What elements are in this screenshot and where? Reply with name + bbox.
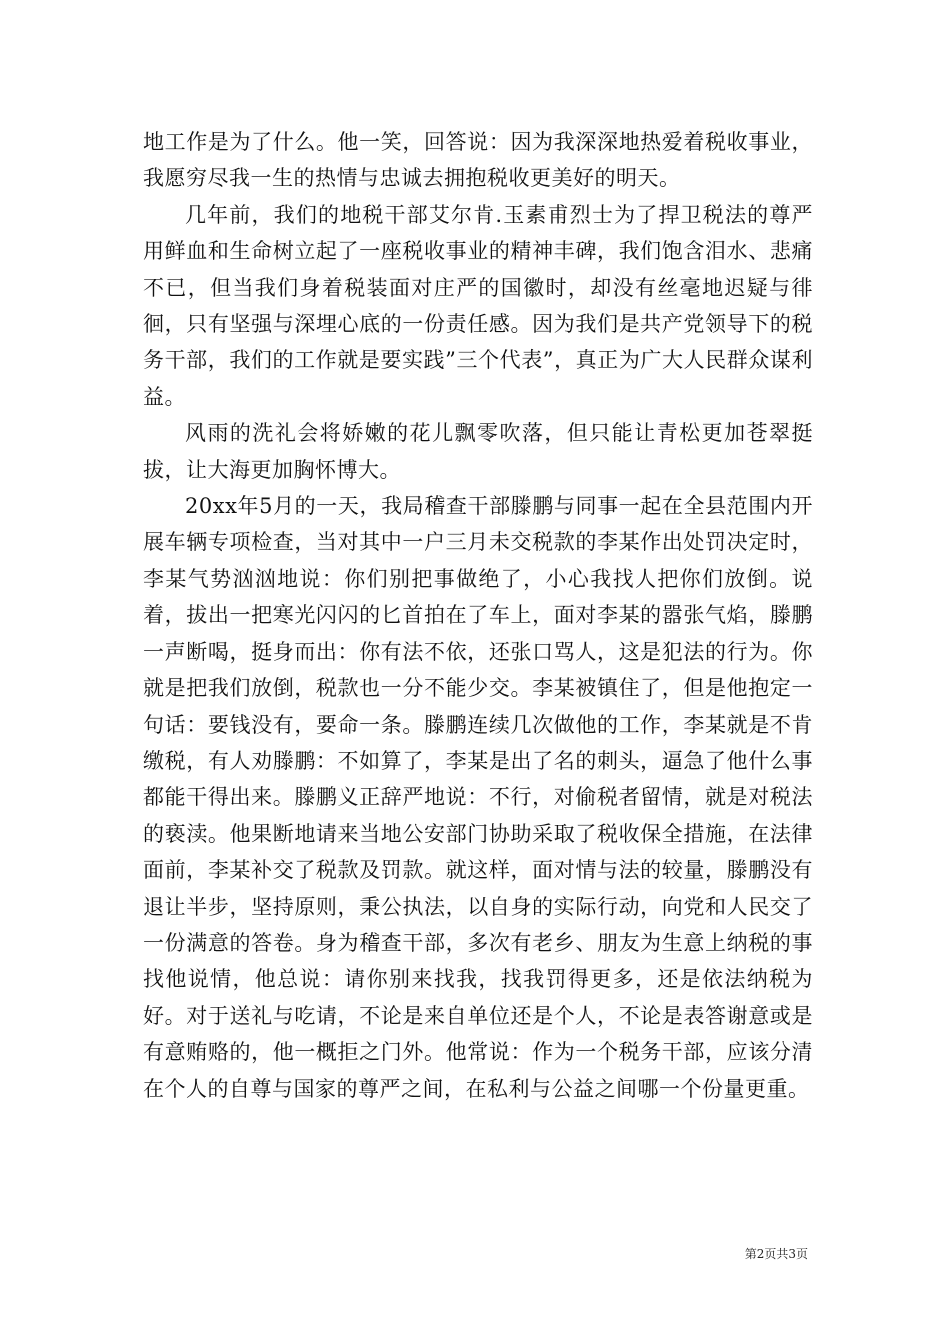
document-body: [143, 124, 813, 1107]
page-number-footer: 第2页共3页: [744, 1247, 808, 1261]
paragraph-2: 几年前，我们的地税干部艾尔肯.玉素甫烈士为了捍卫税法的尊严用鲜血和生命树立起了一座税收事业的精神丰碑，我们饱含泪水、悲痛不已，但当我们身着税装面对庄严的国徽时，却没有丝毫地迟疑与徘徊，只有坚强与深埋心底的一份责任感。因为我们是共产党领导下的税务干部，我们的工作就是要实践”三个代表”，真正为广大人民群众谋利益。: [143, 202, 813, 409]
paragraph-4: 20xx年5月的一天，我局稽查干部滕鹏与同事一起在全县范围内开展车辆专项检查，当对其中一户三月未交税款的李某作出处罚决定时，李某气势汹汹地说：你们别把事做绝了，小心我找人把你们放倒。说着，拔出一把寒光闪闪的匕首拍在了车上，面对李某的嚣张气焰，滕鹏一声断喝，挺身而出：你有法不依，还张口骂人，这是犯法的行为。你就是把我们放倒，税款也一分不能少交。李某被镇住了，但是他抱定一句话：要钱没有，要命一条。滕鹏连续几次做他的工作，李某就是不肯缴税，有人劝滕鹏：不如算了，李某是出了名的刺头，逼急了他什么事都能干得出来。滕鹏义正辞严地说：不行，对偷税者留情，就是对税法的亵渎。他果断地请来当地公安部门协助采取了税收保全措施，在法律面前，李某补交了税款及罚款。就这样，面对情与法的较量，滕鹏没有退让半步，坚持原则，秉公执法，以自身的实际行动，向党和人民交了一份满意的答卷。身为稽查干部，多次有老乡、朋友为生意上纳税的事找他说情，他总说：请你别来找我，找我罚得更多，还是依法纳税为好。对于送礼与吃请，不论是来自单位还是个人，不论是表答谢意或是有意贿赂的，他一概拒之门外。他常说：作为一个税务干部，应该分清在个人的自尊与国家的尊严之间，在私利与公益之间哪一个份量更重。: [143, 494, 813, 1101]
paragraph-1: 地工作是为了什么。他一笑，回答说：因为我深深地热爱着税收事业，我愿穷尽我一生的热情与忠诚去拥抱税收更美好的明天。: [143, 130, 813, 191]
paragraph-3: 风雨的洗礼会将娇嫩的花儿飘零吹落，但只能让青松更加苍翠挺拔，让大海更加胸怀博大。: [143, 421, 813, 482]
